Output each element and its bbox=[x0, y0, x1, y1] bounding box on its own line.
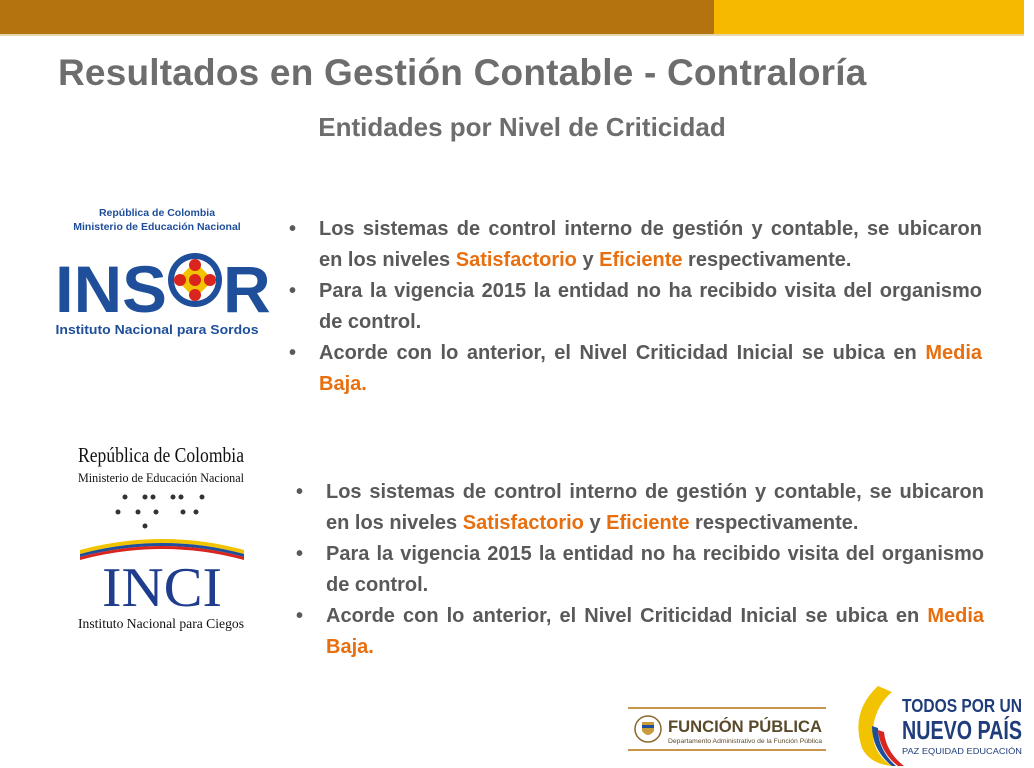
insor-bullet-2: • Para la vigencia 2015 la entidad no ha recibido visita del organismo de control. bbox=[285, 276, 982, 338]
inci-logo-line1: República de Colombia bbox=[78, 443, 245, 467]
todos-por-un-nuevo-pais-logo bbox=[848, 684, 1024, 768]
coat-of-arms-icon bbox=[635, 716, 661, 742]
insor-logo bbox=[55, 204, 271, 340]
colombia-flag-swoosh-icon bbox=[858, 686, 904, 766]
insor-bullet-3: • Acorde con lo anterior, el Nivel Criticidad Inicial se ubica en Media Baja. bbox=[285, 338, 982, 400]
funcion-publica-title: FUNCIÓN PÚBLICA bbox=[668, 717, 822, 736]
insor-logo-line1: República de Colombia bbox=[98, 207, 216, 219]
top-color-bar bbox=[0, 0, 1024, 36]
inci-bullet-3: • Acorde con lo anterior, el Nivel Criticidad Inicial se ubica en Media Baja. bbox=[292, 601, 984, 663]
slide-title: Resultados en Gestión Contable - Contraloría bbox=[58, 52, 867, 93]
funcion-publica-subtitle: Departamento Administrativo de la Función Pública bbox=[668, 739, 823, 745]
inci-bullet-list bbox=[292, 477, 984, 663]
slide-subtitle: Entidades por Nivel de Criticidad bbox=[318, 112, 726, 142]
todos-line2: NUEVO PAÍS bbox=[902, 715, 1022, 745]
todos-line1: TODOS POR UN bbox=[902, 696, 1022, 716]
insor-bullet-1: • Los sistemas de control interno de gestión y contable, se ubicaron en los niveles Satisfactorio y Eficiente respectivamente. bbox=[285, 214, 982, 276]
insor-logo-wordmark-left: INS bbox=[55, 252, 167, 326]
inci-bullet-2: • Para la vigencia 2015 la entidad no ha recibido visita del organismo de control. bbox=[292, 539, 984, 601]
insor-bullet-list bbox=[285, 214, 982, 400]
insor-logo-caption: Instituto Nacional para Sordos bbox=[55, 322, 259, 337]
insor-emblem-icon bbox=[168, 253, 222, 307]
inci-bullet-1: • Los sistemas de control interno de gestión y contable, se ubicaron en los niveles Satisfactorio y Eficiente respectivamente. bbox=[292, 477, 984, 539]
inci-logo-caption: Instituto Nacional para Ciegos bbox=[78, 617, 244, 632]
insor-logo-line2: Ministerio de Educación Nacional bbox=[73, 221, 241, 233]
insor-logo-wordmark-right: R bbox=[223, 252, 271, 326]
inci-logo-line2: Ministerio de Educación Nacional bbox=[78, 470, 245, 485]
inci-logo-wordmark: INCI bbox=[102, 557, 222, 619]
top-bar-yellow-segment bbox=[714, 0, 1024, 34]
braille-dots-icon bbox=[116, 495, 205, 529]
todos-line3: PAZ EQUIDAD EDUCACIÓN bbox=[902, 747, 1023, 756]
inci-logo bbox=[78, 440, 248, 635]
funcion-publica-logo bbox=[628, 706, 826, 752]
top-bar-brown-segment bbox=[0, 0, 714, 34]
top-bar-rule bbox=[0, 34, 1024, 36]
